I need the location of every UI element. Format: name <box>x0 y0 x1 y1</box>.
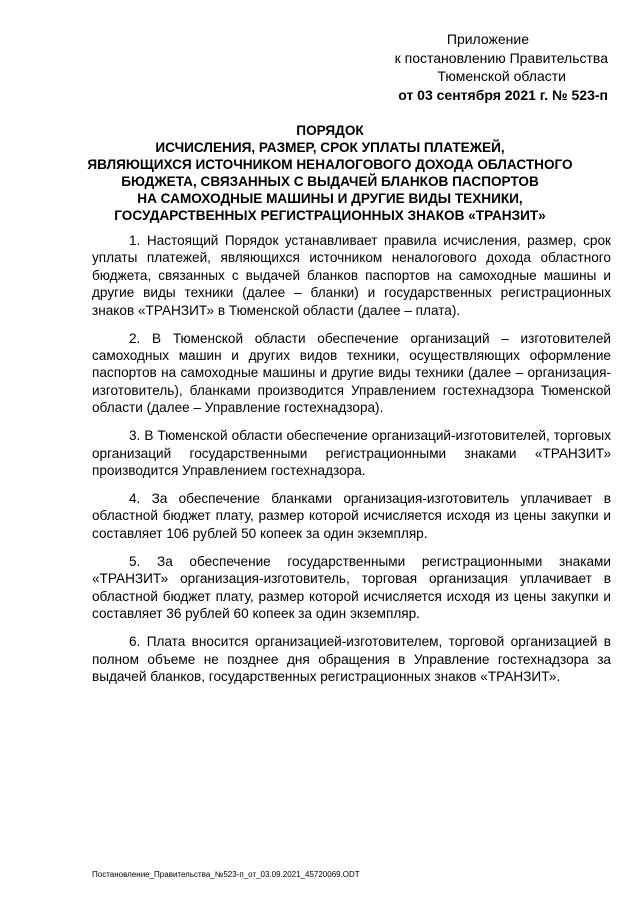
appendix-date-number: от 03 сентября 2021 г. № 523-п <box>398 86 608 103</box>
paragraph-4: 4. За обеспечение бланками организация-изготовитель уплачивает в областной бюджет плату, размер которой исчисляется исходя из цены закупки и составляет 106 рублей 50 копеек за один экземпляр. <box>92 491 611 541</box>
document-body <box>92 232 611 696</box>
title-line-2: ИСЧИСЛЕНИЯ, РАЗМЕР, СРОК УПЛАТЫ ПЛАТЕЖЕЙ, <box>155 140 505 155</box>
paragraph-2: 2. В Тюменской области обеспечение организаций – изготовителей самоходных машин и других видов техники, осуществляющих оформление паспортов на самоходные машины и другие виды техники (далее – организация-изготовитель), бланками производится Управлением гостехнадзора Тюменской области (далее – Управление гостехнадзора). <box>92 330 611 416</box>
title-line-1: ПОРЯДОК <box>296 123 364 138</box>
title-line-3: ЯВЛЯЮЩИХСЯ ИСТОЧНИКОМ НЕНАЛОГОВОГО ДОХОДА ОБЛАСТНОГО <box>87 157 573 172</box>
title-line-4: БЮДЖЕТА, СВЯЗАННЫХ С ВЫДАЧЕЙ БЛАНКОВ ПАСПОРТОВ <box>121 174 539 189</box>
document-title <box>82 122 578 224</box>
paragraph-1: 1. Настоящий Порядок устанавливает правила исчисления, размер, срок уплаты платежей, являющихся источником неналогового дохода областного бюджета, связанных с выдачей бланков паспортов на самоходные машины и другие виды техники (далее – бланки) и государственных регистрационных знаков «ТРАНЗИТ» в Тюменской области (далее – плата). <box>92 233 611 318</box>
paragraph-3: 3. В Тюменской области обеспечение организаций-изготовителей, торговых организаций государственными регистрационными знаками «ТРАНЗИТ» производится Управлением гостехнадзора. <box>92 428 611 479</box>
paragraph-6: 6. Плата вносится организацией-изготовителем, торговой организацией в полном объеме не позднее дня обращения в Управление гостехнадзора за выдачей бланков, государственных регистрационных знаков «ТРАНЗИТ». <box>92 634 611 684</box>
paragraph-5: 5. За обеспечение государственными регистрационными знаками «ТРАНЗИТ» организация-изготовитель, торговая организация уплачивает в областной бюджет плату, размер которой исчисляется исходя из цены закупки и составляет 36 рублей 60 копеек за один экземпляр. <box>92 553 611 622</box>
title-line-5: НА САМОХОДНЫЕ МАШИНЫ И ДРУГИЕ ВИДЫ ТЕХНИКИ, <box>137 191 523 206</box>
appendix-label: Приложение <box>446 31 529 47</box>
appendix-header <box>340 30 608 104</box>
title-line-6: ГОСУДАРСТВЕННЫХ РЕГИСТРАЦИОННЫХ ЗНАКОВ «ТРАНЗИТ» <box>114 208 546 223</box>
appendix-reference: к постановлению Правительства <box>394 49 608 66</box>
footer-filename: Постановление_Правительства_№523-п_от_03.09.2021_45720069.ODT <box>92 870 360 879</box>
appendix-region: Тюменской области <box>437 68 566 84</box>
